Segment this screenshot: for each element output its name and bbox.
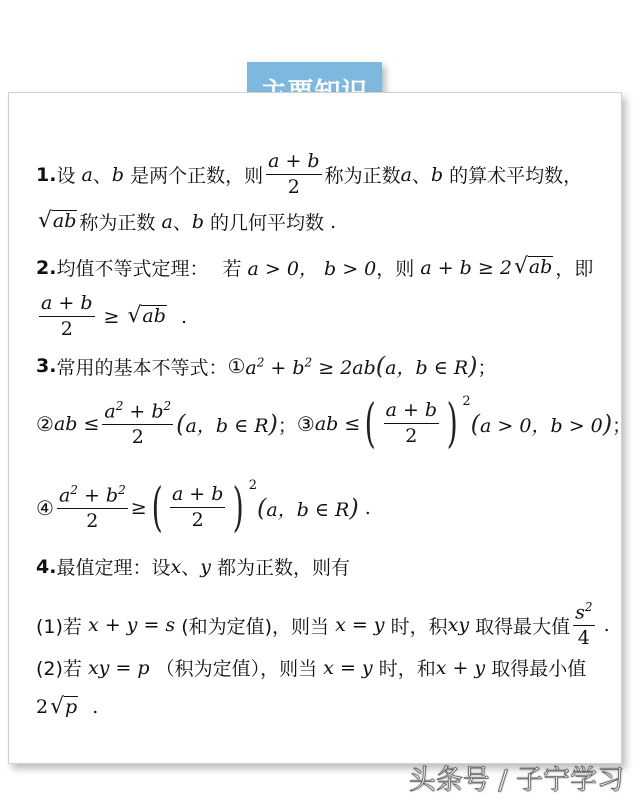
text: 是两个正数，则 [130,165,264,188]
text: 常用的基本不等式： [56,356,228,379]
math: 2 [36,696,49,719]
exponent: 2 [248,478,258,493]
text: 若 [222,258,242,280]
item-4-line-1 [36,553,350,580]
math: xy [447,614,476,637]
text: 最值定理：设 [56,557,171,579]
math: ab ≤ [314,413,361,435]
text: ，则 [376,258,415,280]
text: 时，积 [390,615,448,638]
math: x [170,555,182,578]
math: a [75,163,93,186]
circled-one: ① [227,354,246,378]
math: x + y = s [81,614,182,637]
fraction-mean: $\frac{a + b}{2}$ [171,483,224,532]
item-4-line-2 [36,600,610,651]
math: . [80,696,99,719]
sep: 、 [411,165,431,188]
math: (a > 0，b > 0) [470,410,613,438]
math: (a，b ∈ R) [257,494,359,522]
fraction-s-squared: $\frac{s^2}{4}$ [575,600,593,650]
text: (2)若 [36,658,82,680]
item-3-line-1 [36,352,497,380]
item-4-line-4 [36,696,98,719]
math: ≥ [130,497,147,519]
sqrt-ab: √ ab [513,254,553,280]
math: $a^2 + b^2 \ge 2ab(a$，b ∈ R) [245,352,478,380]
text: (和为定值)，则当 [181,615,330,638]
right-paren: ) [233,478,245,538]
math: a > 0， b > 0 [241,258,377,280]
item-2-line-1 [36,254,593,281]
sep: ； [477,356,497,379]
text: 的算术平均数， [449,165,583,188]
math: xy = p [81,656,156,679]
math: . [358,497,371,519]
item-1-line-2 [36,208,336,235]
text: 均值不等式定理： [56,258,209,280]
math: x = y [317,656,379,679]
circled-three: ③ [296,412,315,436]
math: a [155,210,173,233]
math: a + b ≥ 2 [414,256,512,279]
item-1-line-1 [36,150,582,199]
math: ≥ [97,305,126,328]
sqrt-ab: √ ab [38,208,77,234]
item-3-line-3 [36,478,371,538]
right-paren: ) [446,394,458,454]
sep: ； [277,414,297,437]
sqrt-ab: √ ab [127,303,166,329]
fraction-mean: $\frac{a + b}{2}$ [268,150,320,198]
math: b [111,163,131,186]
text: 取得最大值 [475,615,571,638]
sep: 、 [92,165,112,188]
left-paren: ( [151,478,163,538]
left-paren: ( [364,394,377,454]
math: ab ≤ [53,413,100,435]
fraction-squares: $\frac{a^2 + b^2}{2}$ [104,398,172,448]
math: a [400,163,412,186]
math: . [597,614,610,637]
fraction-mean: $\frac{a + b}{2}$ [385,399,438,448]
exponent: 2 [462,394,471,409]
text: 称为正数 [324,165,401,188]
text: 时，和 [378,658,436,680]
text: 的几何平均数 [210,212,325,234]
fraction-squares: $\frac{a^2 + b^2}{2}$ [58,482,126,532]
circled-two: ② [36,412,54,436]
text: ，即 [555,258,594,280]
math: . [168,305,188,328]
text: 取得最小值 [491,658,587,680]
item-4-number: 4. [36,555,57,578]
text: 都为正数，则有 [216,557,350,579]
sqrt-p: √ p [50,694,78,719]
math: x + y [435,656,492,679]
text: 设 [56,165,76,188]
math: b [430,163,450,186]
math: b [191,210,211,233]
math: . [324,210,337,233]
item-1-number: 1. [36,163,57,186]
item-3-number: 3. [36,355,57,377]
item-4-line-3 [36,654,586,681]
text: （积为定值），则当 [155,658,318,680]
math: y [200,555,217,578]
sep: ； [612,414,632,437]
item-2-line-2 [36,292,187,341]
text: 称为正数 [79,212,156,234]
math: (a，b ∈ R) [176,410,278,438]
math: x = y [329,614,391,637]
sep: 、 [181,557,201,579]
fraction-mean: $\frac{a + b}{2}$ [41,292,93,340]
item-2-number: 2. [36,256,57,279]
watermark: 头条号 / 子宁学习 [408,765,624,796]
sep: 、 [172,212,192,234]
circled-four: ④ [36,496,54,520]
item-3-line-2 [36,394,632,454]
text: (1)若 [36,615,82,638]
